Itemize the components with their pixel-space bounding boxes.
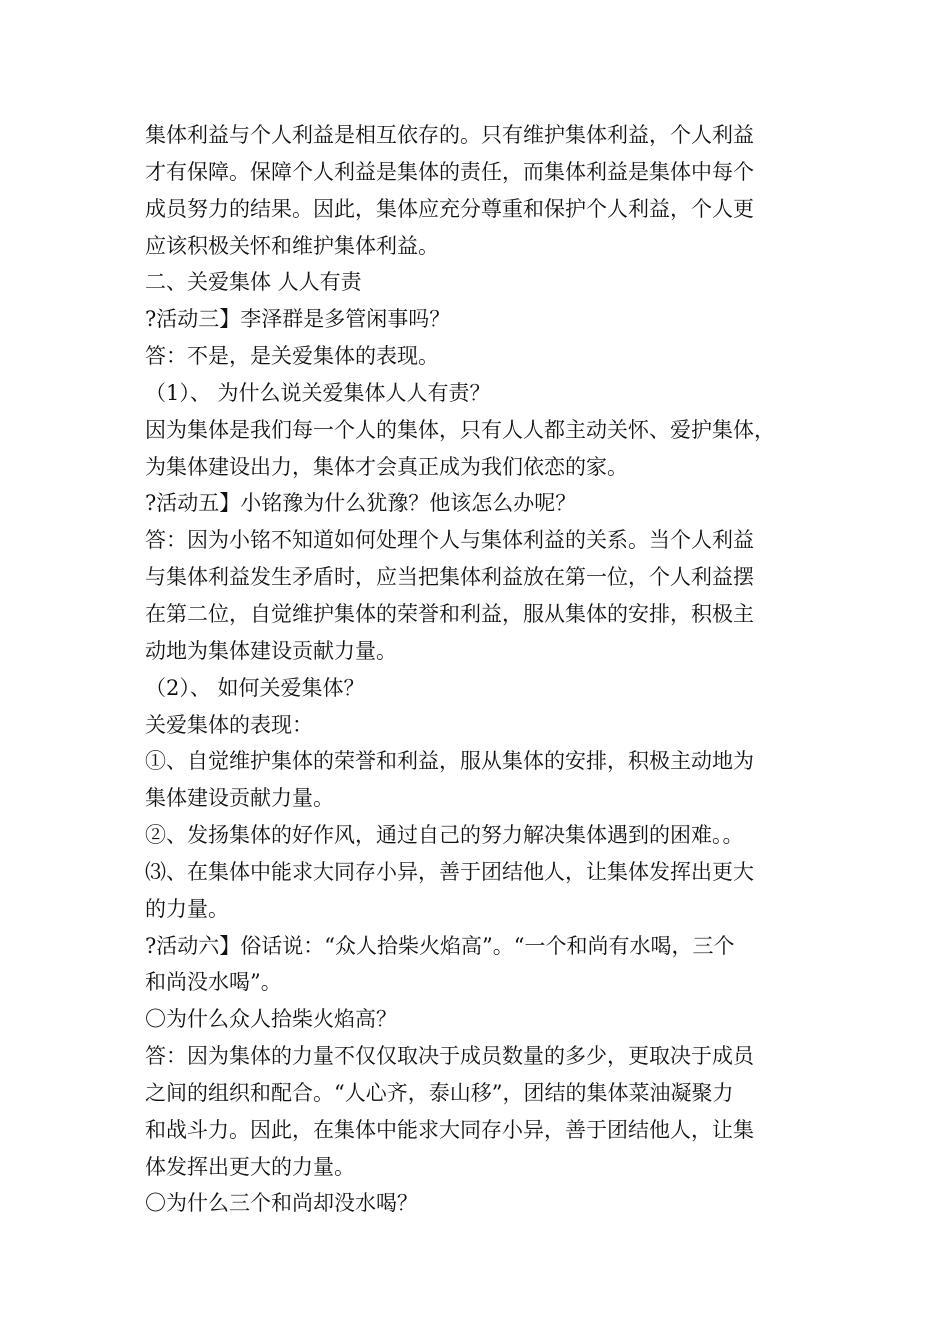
text-line: 关爱集体的表现： <box>145 712 313 737</box>
text-line: 成员努力的结果。因此，集体应充分尊重和保护个人利益，个人更 <box>145 196 754 221</box>
list-item: ②、发扬集体的好作风，通过自己的努力解决集体遇到的困难。。 <box>145 823 744 848</box>
text-line: 动地为集体建设贡献力量。 <box>145 638 397 663</box>
text-line: 因为集体是我们每一个人的集体，只有人人都主动关怀、爱护集体， <box>145 417 775 442</box>
question-line: 〇为什么众人拾柴火焰高？ <box>145 1007 397 1032</box>
activity-heading: ?活动六】俗话说：“众人拾柴火焰高”。“一个和尚有水喝，三个 <box>145 933 735 958</box>
text-line: 之间的组织和配合。“人心齐，泰山移”，团结的集体菜油凝聚力 <box>145 1080 734 1105</box>
text-line: 才有保障。保障个人利益是集体的责任，而集体利益是集体中每个 <box>145 159 754 184</box>
question-line: 〇为什么三个和尚却没水喝？ <box>145 1191 418 1216</box>
document-body <box>145 117 815 1222</box>
question-line: （1）、 为什么说关爱集体人人有责？ <box>145 380 491 405</box>
text-line: 集体建设贡献力量。 <box>145 786 334 811</box>
text-line: 和战斗力。因此，在集体中能求大同存小异，善于团结他人，让集 <box>145 1117 754 1142</box>
text-line: 和尚没水喝”。 <box>145 970 282 995</box>
answer-line: 答：不是，是关爱集体的表现。 <box>145 344 439 369</box>
text-line: 与集体利益发生矛盾时，应当把集体利益放在第一位，个人利益摆 <box>145 565 754 590</box>
text-line: 在第二位，自觉维护集体的荣誉和利益，服从集体的安排，积极主 <box>145 601 754 626</box>
section-heading: 二、关爱集体 人人有责 <box>145 270 362 295</box>
activity-heading: ?活动五】小铭豫为什么犹豫？他该怎么办呢？ <box>145 491 577 516</box>
text-line: 为集体建设出力，集体才会真正成为我们依恋的家。 <box>145 454 628 479</box>
answer-line: 答：因为小铭不知道如何处理个人与集体利益的关系。当个人利益 <box>145 528 754 553</box>
text-line: 体发挥出更大的力量。 <box>145 1154 355 1179</box>
text-line: 集体利益与个人利益是相互依存的。只有维护集体利益，个人利益 <box>145 123 754 147</box>
text-line: 应该积极关怀和维护集体利益。 <box>145 233 439 258</box>
text-line: 的力量。 <box>145 896 229 921</box>
answer-line: 答：因为集体的力量不仅仅取决于成员数量的多少，更取决于成员 <box>145 1044 754 1069</box>
activity-heading: ?活动三】李泽群是多管闲事吗？ <box>145 307 451 332</box>
list-item: ⑶、在集体中能求大同存小异，善于团结他人，让集体发挥出更大 <box>145 859 754 884</box>
question-line: （2）、 如何关爱集体？ <box>145 675 365 700</box>
list-item: ①、自觉维护集体的荣誉和利益，服从集体的安排，积极主动地为 <box>145 749 754 774</box>
